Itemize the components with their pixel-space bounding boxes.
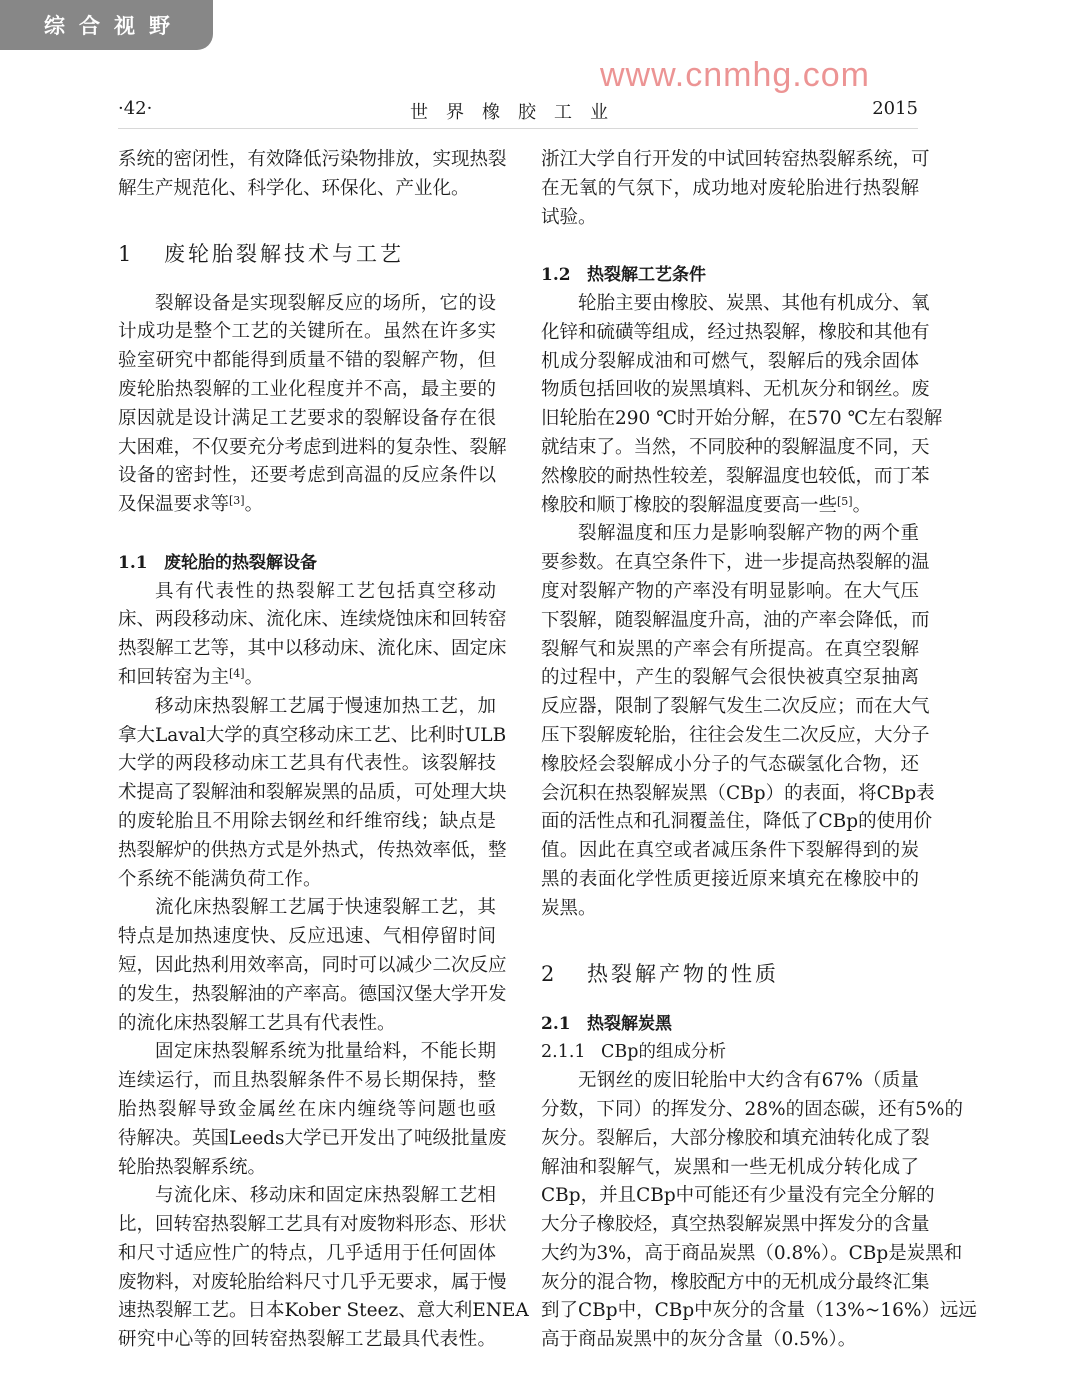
text-line: 面的活性点和孔洞覆盖住，降低了CBp的使用价 — [541, 811, 933, 833]
text-line: 机成分裂解成油和可燃气，裂解后的残余固体 — [541, 350, 919, 372]
text-span: 。 — [244, 494, 264, 516]
subsection-heading — [541, 1010, 919, 1039]
text-line: 的流化床热裂解工艺具有代表性。 — [118, 1012, 396, 1034]
text-line: 个系统不能满负荷工作。 — [118, 868, 322, 890]
heading-number: 1.1 — [118, 552, 148, 573]
text-line: 炭黑。 — [541, 897, 597, 919]
text-line: 压下裂解废轮胎，往往会发生二次反应，大分子 — [541, 724, 930, 746]
heading-number: 2 — [541, 961, 558, 986]
text-line: 灰分。裂解后，大部分橡胶和填充油转化成了裂 — [541, 1127, 930, 1149]
subsection-heading — [118, 520, 496, 578]
heading-title: CBp的组成分析 — [601, 1042, 726, 1063]
section-tab-label: 综合视野 — [44, 13, 184, 38]
text-span: 。 — [852, 494, 872, 516]
text-line: 研究中心等的回转窑热裂解工艺最具代表性。 — [118, 1329, 496, 1351]
text-line: 橡胶烃会裂解成小分子的气态碳氢化合物，还 — [541, 753, 919, 775]
text-line: 的废轮胎且不用除去钢丝和纤维帘线；缺点是 — [118, 810, 496, 832]
page-number: ·42· — [118, 98, 153, 119]
text-span: 及保温要求等 — [118, 494, 230, 516]
heading-title: 热裂解产物的性质 — [587, 961, 779, 986]
text-line: 无钢丝的废旧轮胎中大约含有67%（质量 — [578, 1070, 919, 1092]
text-line: 术提高了裂解油和裂解炭黑的品质，可处理大块 — [118, 782, 507, 804]
text-line: 反应器，限制了裂解气发生二次反应；而在大气 — [541, 696, 930, 718]
right-column — [541, 146, 977, 1355]
section-tab — [0, 0, 213, 50]
paragraph — [118, 146, 507, 204]
citation: [3] — [229, 494, 245, 508]
text-line: 具有代表性的热裂解工艺包括真空移动 — [155, 580, 496, 602]
text-line: 床、两段移动床、流化床、连续烧蚀床和回转窑 — [118, 609, 507, 631]
heading-number: 2.1.1 — [541, 1042, 586, 1063]
text-line: 原因就是设计满足工艺要求的裂解设备存在很 — [118, 407, 496, 429]
text-line: 裂解气和炭黑的产率会有所提高。在真空裂解 — [541, 638, 919, 660]
text-line: 裂解温度和压力是影响裂解产物的两个重 — [578, 523, 919, 545]
paragraph — [118, 894, 507, 1038]
text-line: 裂解设备是实现裂解反应的场所，它的设 — [155, 292, 496, 314]
text-line: 要参数。在真空条件下，进一步提高热裂解的温 — [541, 552, 930, 574]
year: 2015 — [872, 98, 918, 119]
running-head — [118, 98, 918, 126]
text-line: CBp，并且CBp中可能还有少量没有完全分解的 — [541, 1185, 935, 1207]
citation: [4] — [229, 666, 245, 680]
section-heading — [541, 924, 919, 1010]
text-line — [118, 664, 496, 693]
paragraph — [541, 520, 935, 923]
heading-number: 2.1 — [541, 1013, 571, 1034]
text-line: 然橡胶的耐热性较差，裂解温度也较低，而丁苯 — [541, 465, 930, 487]
text-line: 废轮胎热裂解的工业化程度并不高，最主要的 — [118, 378, 496, 400]
paragraph — [541, 290, 943, 520]
text-line: 试验。 — [541, 206, 597, 228]
text-line: 黑的表面化学性质更接近原来填充在橡胶中的 — [541, 868, 919, 890]
text-line: 会沉积在热裂解炭黑（CBp）的表面，将CBp表 — [541, 782, 935, 804]
text-line — [541, 492, 919, 521]
text-line: 轮胎热裂解系统。 — [118, 1156, 267, 1178]
text-line: 灰分的混合物，橡胶配方中的无机成分最终汇集 — [541, 1271, 930, 1293]
text-line: 到了CBp中，CBp中灰分的含量（13%~16%）远远 — [541, 1300, 977, 1322]
text-line: 度对裂解产物的产率没有明显影响。在大气压 — [541, 580, 919, 602]
text-line: 旧轮胎在290 ℃时开始分解，在570 ℃左右裂解 — [541, 408, 943, 430]
text-line: 值。因此在真空或者减压条件下裂解得到的炭 — [541, 840, 919, 862]
text-line: 大约为3%，高于商品炭黑（0.8%）。CBp是炭黑和 — [541, 1242, 963, 1264]
watermark: www.cnmhg.com — [600, 56, 870, 94]
left-column — [118, 146, 529, 1355]
paragraph — [541, 146, 930, 232]
text-line: 大学的两段移动床工艺具有代表性。该裂解技 — [118, 753, 496, 775]
text-line: 就结束了。当然，不同胶种的裂解温度不同，天 — [541, 436, 930, 458]
header-rule — [118, 128, 918, 129]
text-span: 橡胶和顺丁橡胶的裂解温度要高一些 — [541, 494, 838, 516]
text-line: 系统的密闭性，有效降低污染物排放，实现热裂 — [118, 149, 507, 170]
text-line: 特点是加热速度快、反应迅速、气相停留时间 — [118, 926, 496, 948]
text-line: 速热裂解工艺。日本Kober Steez、意大利ENEA — [118, 1300, 529, 1322]
text-line: 解生产规范化、科学化、环保化、产业化。 — [118, 177, 470, 199]
heading-title: 热裂解炭黑 — [587, 1013, 672, 1034]
paragraph — [118, 290, 507, 520]
text-line: 验室研究中都能得到质量不错的裂解产物，但 — [118, 350, 496, 372]
text-line: 短，因此热利用效率高，同时可以减少二次反应 — [118, 954, 507, 976]
text-line: 高于商品炭黑中的灰分含量（0.5%）。 — [541, 1329, 857, 1351]
text-line: 移动床热裂解工艺属于慢速加热工艺，加 — [155, 695, 496, 717]
heading-title: 热裂解工艺条件 — [587, 265, 706, 286]
paragraph — [118, 578, 507, 693]
text-line: 解油和裂解气，炭黑和一些无机成分转化成了 — [541, 1156, 919, 1178]
text-line: 设备的密封性，还要考虑到高温的反应条件以 — [118, 465, 496, 487]
text-line: 与流化床、移动床和固定床热裂解工艺相 — [155, 1185, 496, 1207]
text-line: 在无氧的气氛下，成功地对废轮胎进行热裂解 — [541, 177, 919, 199]
text-line: 的过程中，产生的裂解气会很快被真空泵抽离 — [541, 667, 919, 689]
text-line: 的发生，热裂解油的产率高。德国汉堡大学开发 — [118, 983, 507, 1005]
text-line: 热裂解炉的供热方式是外热式，传热效率低，整 — [118, 839, 507, 861]
section-heading — [118, 204, 496, 290]
text-line: 固定床热裂解系统为批量给料，不能长期 — [155, 1041, 496, 1063]
paragraph — [118, 1182, 529, 1355]
paragraph — [118, 1038, 507, 1182]
text-line: 比，回转窑热裂解工艺具有对废物料形态、形状 — [118, 1214, 507, 1236]
text-line: 胎热裂解导致金属丝在床内缠绕等问题也亟 — [118, 1098, 496, 1120]
text-line: 分数，下同）的挥发分、28%的固态碳，还有5%的 — [541, 1098, 963, 1120]
text-line: 物质包括回收的炭黑填料、无机灰分和钢丝。废 — [541, 379, 930, 401]
heading-title: 废轮胎裂解技术与工艺 — [164, 241, 404, 266]
text-line: 和尺寸适应性广的特点，几乎适用于任何固体 — [118, 1242, 496, 1264]
text-line: 热裂解工艺等，其中以移动床、流化床、固定床 — [118, 638, 507, 660]
text-line: 废物料，对废轮胎给料尺寸几乎无要求，属于慢 — [118, 1271, 507, 1293]
paragraph — [118, 693, 507, 895]
text-line: 流化床热裂解工艺属于快速裂解工艺，其 — [155, 897, 496, 919]
text-line: 连续运行，而且热裂解条件不易长期保持，整 — [118, 1070, 496, 1092]
text-line — [118, 491, 496, 520]
text-line: 下裂解，随裂解温度升高，油的产率会降低，而 — [541, 609, 930, 631]
text-line: 大分子橡胶烃，真空热裂解炭黑中挥发分的含量 — [541, 1214, 930, 1236]
paragraph — [541, 1067, 977, 1355]
subsubsection-heading — [541, 1038, 919, 1067]
text-line: 化锌和硫磺等组成，经过热裂解，橡胶和其他有 — [541, 321, 930, 343]
heading-number: 1.2 — [541, 265, 571, 286]
heading-number: 1 — [118, 241, 135, 266]
text-line: 计成功是整个工艺的关键所在。虽然在许多实 — [118, 321, 496, 343]
text-span: 和回转窑为主 — [118, 666, 230, 688]
text-line: 待解决。英国Leeds大学已开发出了吨级批量废 — [118, 1127, 507, 1149]
text-span: 。 — [244, 666, 264, 688]
text-line: 浙江大学自行开发的中试回转窑热裂解系统，可 — [541, 149, 930, 170]
subsection-heading — [541, 232, 919, 290]
heading-title: 废轮胎的热裂解设备 — [164, 552, 317, 573]
citation: [5] — [837, 494, 853, 508]
text-line: 拿大Laval大学的真空移动床工艺、比利时ULB — [118, 724, 507, 746]
text-line: 轮胎主要由橡胶、炭黑、其他有机成分、氧 — [578, 292, 930, 314]
text-line: 大困难，不仅要充分考虑到进料的复杂性、裂解 — [118, 436, 507, 458]
journal-title: 世界橡胶工业 — [410, 102, 626, 123]
